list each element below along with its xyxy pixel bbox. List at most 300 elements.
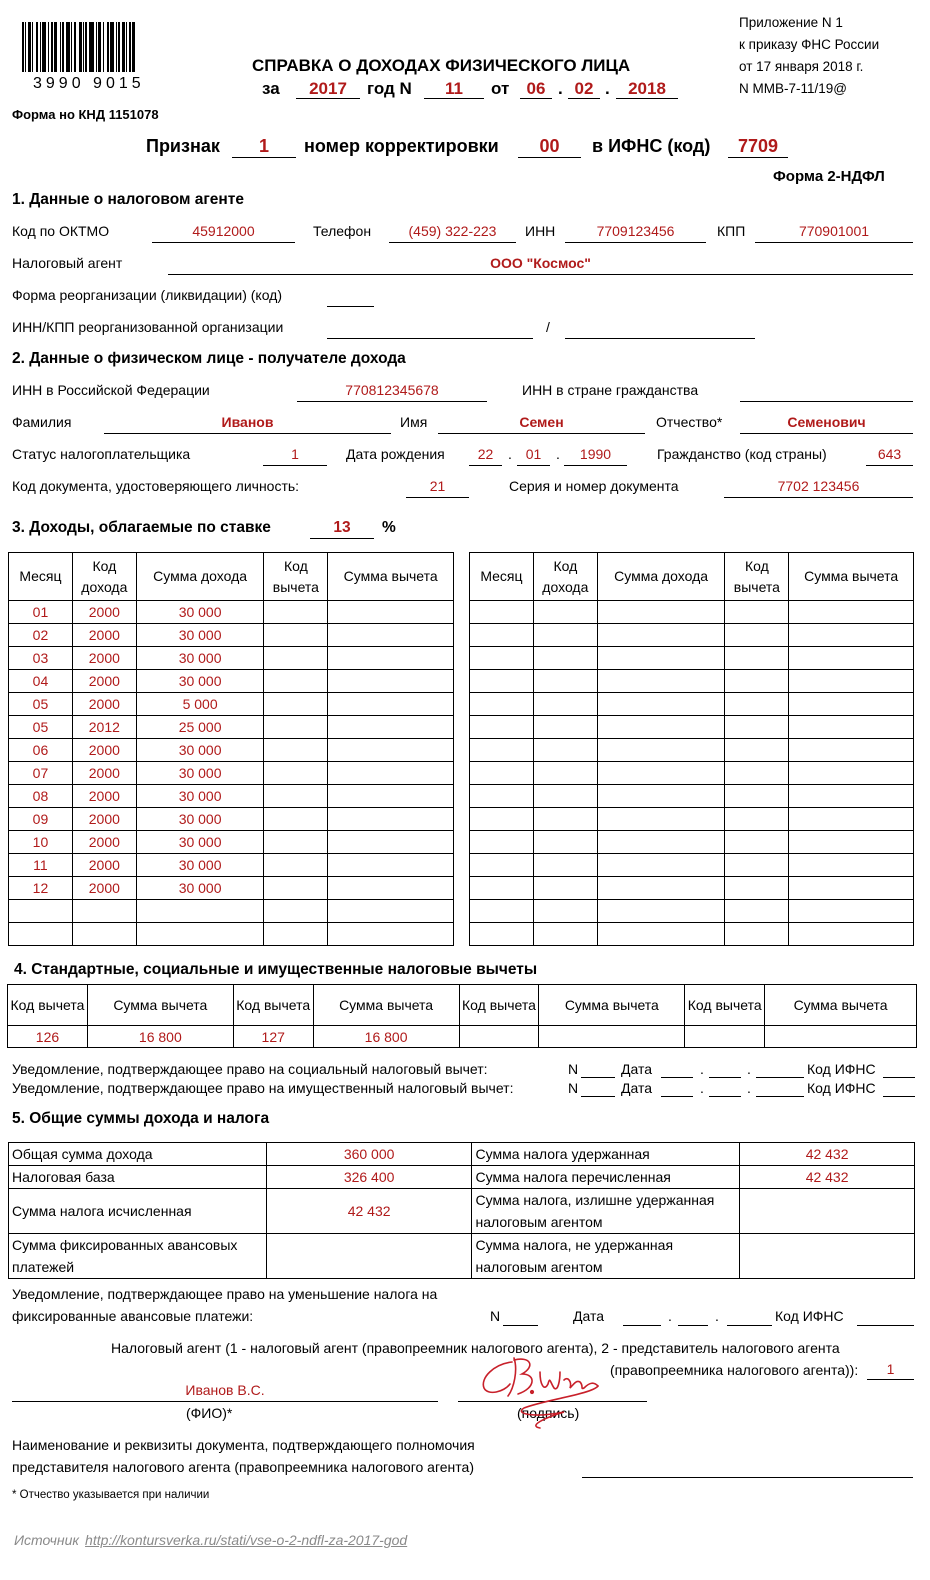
appendix-line: от 17 января 2018 г. [739, 59, 864, 74]
cell-month[interactable]: 07 [9, 762, 73, 785]
date-label: Дата [621, 1061, 653, 1077]
table-row [470, 762, 914, 785]
cell-ded-code[interactable] [725, 762, 789, 785]
table-row [9, 900, 454, 923]
fio-field[interactable]: Иванов В.С. [185, 1382, 265, 1398]
cell-ded-amount[interactable] [789, 670, 914, 693]
total-income-value[interactable]: 360 000 [266, 1143, 472, 1166]
col-income-code: Код дохода [72, 553, 136, 601]
date-separator: . [668, 1308, 672, 1324]
table-row [9, 670, 454, 693]
slash: / [546, 319, 550, 335]
section4-title: 4. Стандартные, социальные и имущественные налоговые вычеты [14, 961, 538, 978]
cell-code[interactable]: 2000 [72, 647, 136, 670]
cell-ded-amount[interactable] [328, 900, 454, 923]
authority-doc-field[interactable] [582, 1477, 913, 1478]
table-row [9, 854, 454, 877]
cell-amount[interactable] [597, 877, 725, 900]
report-year[interactable]: 2017 [309, 79, 347, 98]
notice-social-year[interactable] [756, 1077, 804, 1078]
cell-ded-code[interactable] [725, 900, 789, 923]
cell-amount[interactable] [597, 670, 725, 693]
cell-ded-code[interactable] [264, 670, 328, 693]
cell-code[interactable]: 2000 [72, 601, 136, 624]
cell-amount[interactable]: 30 000 [136, 877, 264, 900]
cell-ded-code[interactable] [725, 923, 789, 946]
oktmo-field[interactable]: 45912000 [192, 223, 255, 239]
deduction-amount-cell[interactable] [539, 1026, 685, 1048]
col-deduction-code: Код вычета [233, 985, 313, 1026]
notice-social-ifns[interactable] [883, 1077, 915, 1078]
deduction-amount-cell[interactable]: 16 800 [87, 1026, 233, 1048]
ifns-code-label: Код ИФНС [807, 1080, 876, 1096]
table-row [9, 762, 454, 785]
cell-month[interactable]: 05 [9, 716, 73, 739]
col-month: Месяц [470, 553, 534, 601]
oktmo-label: Код по ОКТМО [12, 223, 110, 239]
cell-amount[interactable]: 5 000 [136, 693, 264, 716]
cell-ded-amount[interactable] [789, 854, 914, 877]
name-label: Имя [400, 414, 428, 430]
reduction-year-field[interactable] [727, 1325, 772, 1326]
col-deduction-code: Код вычета [459, 985, 539, 1026]
cell-ded-amount[interactable] [789, 900, 914, 923]
cell-amount[interactable] [597, 647, 725, 670]
birth-year-field[interactable]: 1990 [579, 446, 612, 462]
cell-amount[interactable] [136, 900, 264, 923]
cell-ded-amount[interactable] [328, 923, 454, 946]
reduction-ifns-field[interactable] [857, 1325, 914, 1326]
col-income-amount: Сумма дохода [136, 553, 264, 601]
authority-doc-line1: Наименование и реквизиты документа, подтверждающего полномочия [12, 1437, 475, 1453]
citizenship-field[interactable]: 643 [877, 446, 902, 462]
correction-value[interactable]: 00 [539, 136, 560, 156]
tax-excess-value[interactable] [740, 1189, 915, 1234]
col-income-code: Код дохода [533, 553, 597, 601]
cell-amount[interactable] [136, 923, 264, 946]
inn-rf-label: ИНН в Российской Федерации [12, 382, 210, 398]
source-note [14, 1532, 407, 1548]
notice-social-day[interactable] [661, 1077, 693, 1078]
table-row [9, 739, 454, 762]
cell-month[interactable]: 02 [9, 624, 73, 647]
inn-rf-field[interactable]: 770812345678 [345, 382, 439, 398]
cell-amount[interactable]: 30 000 [136, 831, 264, 854]
cell-ded-amount[interactable] [789, 624, 914, 647]
cell-ded-amount[interactable] [328, 831, 454, 854]
income-table-left [8, 552, 454, 946]
cell-month[interactable] [470, 739, 534, 762]
tax-not-withheld-value[interactable] [740, 1234, 915, 1279]
table-row [9, 624, 454, 647]
deduction-code-cell[interactable]: 127 [233, 1026, 313, 1048]
cell-amount[interactable]: 30 000 [136, 601, 264, 624]
surname-label: Фамилия [12, 414, 72, 430]
cell-amount[interactable] [597, 716, 725, 739]
cell-code[interactable] [533, 900, 597, 923]
doc-code-field[interactable]: 21 [429, 478, 446, 494]
ot-label: от [491, 79, 510, 98]
table-row [9, 831, 454, 854]
cell-month[interactable] [470, 831, 534, 854]
cell-ded-amount[interactable] [328, 854, 454, 877]
cell-amount[interactable] [597, 785, 725, 808]
notice-property-n[interactable] [581, 1096, 615, 1097]
form-knd: Форма но КНД 1151078 [12, 107, 159, 122]
form-name: Форма 2-НДФЛ [773, 168, 885, 185]
cell-ded-code[interactable] [264, 785, 328, 808]
cell-ded-code[interactable] [264, 739, 328, 762]
cell-ded-code[interactable] [264, 854, 328, 877]
cell-code[interactable] [533, 693, 597, 716]
cell-month[interactable]: 01 [9, 601, 73, 624]
citizenship-label: Гражданство (код страны) [657, 446, 827, 462]
cell-code[interactable]: 2000 [72, 854, 136, 877]
cell-ded-amount[interactable] [328, 785, 454, 808]
cell-ded-code[interactable] [725, 601, 789, 624]
deductions-table [7, 984, 917, 1048]
cell-ded-code[interactable] [264, 877, 328, 900]
cell-ded-amount[interactable] [328, 693, 454, 716]
cell-code[interactable] [533, 716, 597, 739]
barcode [22, 22, 167, 72]
agent-field[interactable]: ООО "Космос" [490, 255, 591, 271]
cell-ded-code[interactable] [264, 601, 328, 624]
birth-month-field[interactable]: 01 [525, 446, 542, 462]
kpp-field[interactable]: 770901001 [798, 223, 870, 239]
cell-code[interactable]: 2000 [72, 877, 136, 900]
date-label: Дата [573, 1308, 605, 1324]
ifns-label: в ИФНС (код) [592, 136, 711, 156]
cell-code[interactable] [533, 739, 597, 762]
table-row [470, 647, 914, 670]
doc-series-label: Серия и номер документа [509, 478, 679, 494]
tax-withheld-label: Сумма налога удержанная [472, 1143, 740, 1166]
table-row [9, 877, 454, 900]
cell-code[interactable] [533, 670, 597, 693]
date-separator: . [700, 1061, 704, 1077]
table-row [9, 785, 454, 808]
fio-label: (ФИО)* [186, 1405, 233, 1421]
cell-ded-amount[interactable] [789, 785, 914, 808]
notice-social-label: Уведомление, подтверждающее право на социальный налоговый вычет: [12, 1061, 488, 1077]
cell-code[interactable] [533, 785, 597, 808]
tax-not-withheld-label: Сумма налога, не удержанная налоговым агентом [472, 1234, 740, 1279]
cell-code[interactable]: 2000 [72, 624, 136, 647]
date-year[interactable]: 2018 [628, 79, 666, 98]
agent-type-field[interactable]: 1 [886, 1361, 895, 1377]
cell-amount[interactable] [597, 900, 725, 923]
cell-ded-code[interactable] [264, 647, 328, 670]
reduction-day-field[interactable] [623, 1325, 661, 1326]
cell-month[interactable]: 12 [9, 877, 73, 900]
barcode-number: 3990 9015 [33, 75, 145, 92]
deduction-code-cell[interactable]: 126 [8, 1026, 88, 1048]
cell-month[interactable] [470, 900, 534, 923]
cell-amount[interactable]: 30 000 [136, 785, 264, 808]
cell-ded-code[interactable] [725, 785, 789, 808]
inn-field[interactable]: 7709123456 [596, 223, 675, 239]
date-separator: . [605, 79, 610, 98]
cell-code[interactable] [533, 762, 597, 785]
cell-code[interactable] [533, 854, 597, 877]
report-number[interactable]: 11 [445, 79, 463, 98]
cell-amount[interactable] [597, 854, 725, 877]
date-separator: . [558, 79, 563, 98]
cell-month[interactable] [470, 601, 534, 624]
agent-type-line1: Налоговый агент (1 - налоговый агент (правопреемник налогового агента), 2 - представитель налогового агента [111, 1340, 840, 1356]
notice-property-day[interactable] [661, 1096, 693, 1097]
cell-code[interactable] [533, 831, 597, 854]
date-month[interactable]: 02 [574, 79, 594, 98]
cell-ded-code[interactable] [725, 808, 789, 831]
cell-month[interactable] [470, 854, 534, 877]
deduction-code-cell[interactable] [459, 1026, 539, 1048]
tax-base-label: Налоговая база [9, 1166, 267, 1189]
cell-amount[interactable]: 30 000 [136, 670, 264, 693]
cell-code[interactable] [533, 647, 597, 670]
reduction-n-field[interactable] [503, 1325, 538, 1326]
table-row [470, 785, 914, 808]
cell-amount[interactable]: 30 000 [136, 624, 264, 647]
cell-amount[interactable]: 30 000 [136, 762, 264, 785]
n-label: N [568, 1061, 579, 1077]
tax-withheld-value[interactable]: 42 432 [740, 1143, 915, 1166]
table-row [470, 900, 914, 923]
cell-amount[interactable] [597, 739, 725, 762]
birth-label: Дата рождения [346, 446, 445, 462]
col-deduction-amount: Сумма вычета [87, 985, 233, 1026]
tax-excess-text: Сумма налога, излишне удержанная налоговым агентом [475, 1192, 715, 1230]
date-day[interactable]: 06 [526, 79, 546, 98]
percent-sign: % [382, 519, 396, 536]
correction-label: номер корректировки [304, 136, 499, 156]
col-deduction-amount: Сумма вычета [789, 553, 914, 601]
inn-foreign-label: ИНН в стране гражданства [522, 382, 699, 398]
table-row [470, 670, 914, 693]
notice-social-month[interactable] [709, 1077, 741, 1078]
cell-ded-code[interactable] [725, 647, 789, 670]
cell-code[interactable]: 2000 [72, 831, 136, 854]
cell-ded-amount[interactable] [328, 647, 454, 670]
cell-month[interactable] [470, 624, 534, 647]
cell-ded-amount[interactable] [789, 716, 914, 739]
income-table-right [469, 552, 914, 946]
deduction-code-cell[interactable] [685, 1026, 765, 1048]
cell-ded-code[interactable] [725, 877, 789, 900]
cell-amount[interactable] [597, 762, 725, 785]
cell-ded-amount[interactable] [328, 808, 454, 831]
agent-label: Налоговый агент [12, 255, 123, 271]
cell-month[interactable]: 04 [9, 670, 73, 693]
cell-code[interactable] [533, 877, 597, 900]
cell-ded-code[interactable] [264, 716, 328, 739]
inn-label: ИНН [525, 223, 556, 239]
cell-month[interactable] [9, 900, 73, 923]
cell-code[interactable] [533, 808, 597, 831]
cell-month[interactable]: 09 [9, 808, 73, 831]
date-separator: . [715, 1308, 719, 1324]
notice-property-ifns[interactable] [883, 1096, 915, 1097]
cell-ded-amount[interactable] [789, 877, 914, 900]
cell-amount[interactable]: 30 000 [136, 647, 264, 670]
deduction-amount-cell[interactable] [765, 1026, 917, 1048]
n-label: N [490, 1308, 501, 1324]
total-income-label: Общая сумма дохода [9, 1143, 267, 1166]
cell-ded-amount[interactable] [328, 877, 454, 900]
table-row [9, 647, 454, 670]
date-separator: . [747, 1080, 751, 1096]
cell-ded-amount[interactable] [789, 808, 914, 831]
notice-property-year[interactable] [756, 1096, 804, 1097]
cell-ded-amount[interactable] [328, 624, 454, 647]
tax-transferred-value[interactable]: 42 432 [740, 1166, 915, 1189]
table-row [9, 601, 454, 624]
col-deduction-code: Код вычета [685, 985, 765, 1026]
col-deduction-amount: Сумма вычета [313, 985, 459, 1026]
cell-ded-code[interactable] [725, 854, 789, 877]
deduction-amount-cell[interactable]: 16 800 [313, 1026, 459, 1048]
cell-code[interactable]: 2000 [72, 739, 136, 762]
section5-title: 5. Общие суммы дохода и налога [12, 1110, 270, 1127]
notice-property-month[interactable] [709, 1096, 741, 1097]
cell-ded-code[interactable] [264, 762, 328, 785]
cell-code[interactable] [533, 624, 597, 647]
authority-doc-line2: представителя налогового агента (правопреемника налогового агента) [12, 1459, 474, 1475]
cell-month[interactable]: 10 [9, 831, 73, 854]
kpp-label: КПП [717, 223, 746, 239]
table-row [9, 716, 454, 739]
table-row [470, 854, 914, 877]
status-field[interactable]: 1 [291, 446, 299, 462]
cell-amount[interactable] [597, 601, 725, 624]
cell-month[interactable]: 03 [9, 647, 73, 670]
cell-amount[interactable] [597, 624, 725, 647]
cell-code[interactable]: 2000 [72, 762, 136, 785]
section2-title: 2. Данные о физическом лице - получателе дохода [12, 350, 406, 367]
cell-amount[interactable]: 25 000 [136, 716, 264, 739]
cell-month[interactable]: 11 [9, 854, 73, 877]
reduction-month-field[interactable] [678, 1325, 708, 1326]
col-month: Месяц [9, 553, 73, 601]
cell-ded-amount[interactable] [789, 923, 914, 946]
cell-ded-code[interactable] [264, 693, 328, 716]
cell-month[interactable]: 08 [9, 785, 73, 808]
cell-amount[interactable] [597, 831, 725, 854]
cell-month[interactable]: 06 [9, 739, 73, 762]
surname-field[interactable]: Иванов [221, 414, 274, 430]
cell-ded-amount[interactable] [789, 762, 914, 785]
col-deduction-code: Код вычета [8, 985, 88, 1026]
cell-month[interactable] [470, 877, 534, 900]
name-field[interactable]: Семен [519, 414, 564, 430]
tax-base-value[interactable]: 326 400 [266, 1166, 472, 1189]
cell-ded-code[interactable] [725, 624, 789, 647]
cell-ded-amount[interactable] [789, 831, 914, 854]
cell-month[interactable] [470, 785, 534, 808]
priznak-value[interactable]: 1 [258, 136, 269, 156]
ifns-value[interactable]: 7709 [737, 136, 779, 156]
cell-ded-code[interactable] [264, 923, 328, 946]
cell-month[interactable] [470, 716, 534, 739]
tax-rate-field[interactable]: 13 [333, 519, 351, 536]
phone-label: Телефон [313, 223, 372, 239]
cell-month[interactable] [470, 647, 534, 670]
patronymic-label: Отчество* [656, 414, 723, 430]
cell-amount[interactable]: 30 000 [136, 854, 264, 877]
cell-code[interactable] [533, 923, 597, 946]
cell-month[interactable] [470, 762, 534, 785]
source-link[interactable]: http://kontursverka.ru/stati/vse-o-2-ndfl-za-2017-god [85, 1532, 408, 1548]
cell-code[interactable]: 2000 [72, 693, 136, 716]
cell-ded-code[interactable] [725, 670, 789, 693]
cell-month[interactable]: 05 [9, 693, 73, 716]
cell-amount[interactable]: 30 000 [136, 739, 264, 762]
cell-ded-code[interactable] [725, 739, 789, 762]
col-income-amount: Сумма дохода [597, 553, 725, 601]
cell-ded-amount[interactable] [789, 693, 914, 716]
cell-amount[interactable] [597, 693, 725, 716]
cell-code[interactable]: 2000 [72, 808, 136, 831]
date-label: Дата [621, 1080, 653, 1096]
cell-ded-amount[interactable] [328, 601, 454, 624]
doc-series-field[interactable]: 7702 123456 [777, 478, 860, 494]
cell-month[interactable] [9, 923, 73, 946]
cell-code[interactable] [72, 923, 136, 946]
phone-field[interactable]: (459) 322-223 [408, 223, 497, 239]
notice-social-n[interactable] [581, 1077, 615, 1078]
cell-ded-code[interactable] [725, 693, 789, 716]
table-row [470, 808, 914, 831]
cell-amount[interactable] [597, 923, 725, 946]
cell-month[interactable] [470, 670, 534, 693]
cell-month[interactable] [470, 923, 534, 946]
cell-ded-amount[interactable] [328, 739, 454, 762]
cell-ded-code[interactable] [264, 624, 328, 647]
patronymic-field[interactable]: Семенович [787, 414, 866, 430]
cell-ded-amount[interactable] [789, 601, 914, 624]
fixed-payments-value[interactable] [266, 1234, 472, 1279]
cell-amount[interactable]: 30 000 [136, 808, 264, 831]
col-deduction-amount: Сумма вычета [765, 985, 917, 1026]
birth-day-field[interactable]: 22 [477, 446, 494, 462]
tax-calculated-value[interactable]: 42 432 [266, 1189, 472, 1234]
table-row [9, 923, 454, 946]
footnote: * Отчество указывается при наличии [12, 1489, 210, 1501]
cell-month[interactable] [470, 693, 534, 716]
cell-ded-amount[interactable] [789, 647, 914, 670]
cell-ded-code[interactable] [264, 900, 328, 923]
cell-code[interactable] [72, 900, 136, 923]
cell-ded-code[interactable] [264, 808, 328, 831]
cell-amount[interactable] [597, 808, 725, 831]
cell-code[interactable]: 2000 [72, 670, 136, 693]
cell-code[interactable] [533, 601, 597, 624]
cell-ded-amount[interactable] [328, 716, 454, 739]
tax-transferred-label: Сумма налога перечисленная [472, 1166, 740, 1189]
tax-calculated-label: Сумма налога исчисленная [9, 1189, 267, 1234]
cell-code[interactable]: 2012 [72, 716, 136, 739]
cell-month[interactable] [470, 808, 534, 831]
table-row [470, 739, 914, 762]
cell-ded-amount[interactable] [789, 739, 914, 762]
cell-ded-amount[interactable] [328, 670, 454, 693]
cell-ded-code[interactable] [725, 716, 789, 739]
cell-code[interactable]: 2000 [72, 785, 136, 808]
cell-ded-amount[interactable] [328, 762, 454, 785]
cell-ded-code[interactable] [725, 831, 789, 854]
cell-ded-code[interactable] [264, 831, 328, 854]
